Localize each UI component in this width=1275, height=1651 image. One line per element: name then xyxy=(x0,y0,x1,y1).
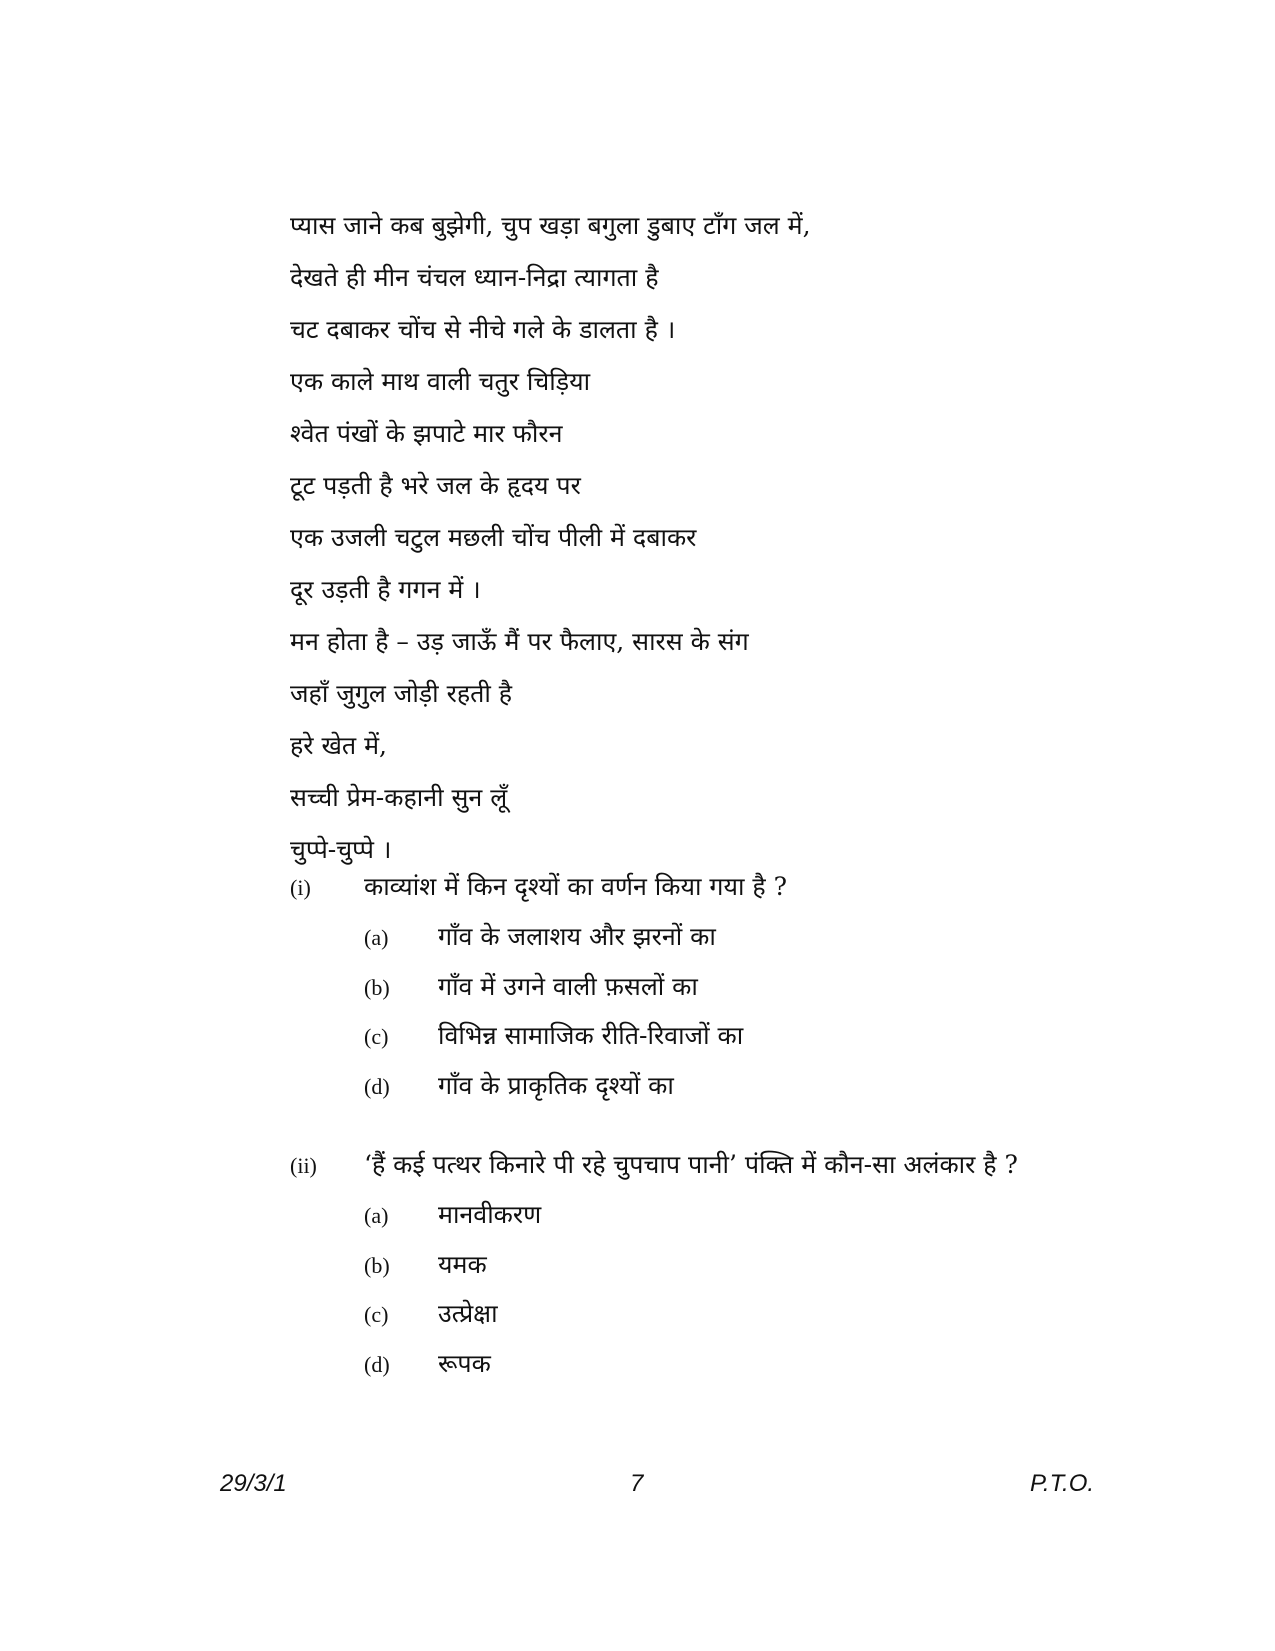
poem-line: चट दबाकर चोंच से नीचे गले के डालता है । xyxy=(290,315,676,344)
option-text: मानवीकरण xyxy=(438,1200,542,1229)
option-key: (b) xyxy=(364,974,390,1000)
question-header xyxy=(290,862,1190,912)
options-list xyxy=(290,1190,1190,1388)
poem-line: जहाँ जुगुल जोड़ी रहती है xyxy=(290,679,513,708)
poem-line: श्वेत पंखों के झपाटे मार फौरन xyxy=(290,419,563,448)
option-a[interactable] xyxy=(364,912,1190,962)
option-d[interactable] xyxy=(364,1339,1190,1389)
option-d[interactable] xyxy=(364,1061,1190,1111)
poem-line: टूट पड़ती है भरे जल के हृदय पर xyxy=(290,471,581,500)
option-text: गाँव के जलाशय और झरनों का xyxy=(438,922,716,951)
poem-line: प्यास जाने कब बुझेगी, चुप खड़ा बगुला डुबाए टाँग जल में, xyxy=(290,211,811,240)
option-key: (d) xyxy=(364,1351,390,1377)
pto-label: P.T.O. xyxy=(1030,1470,1095,1497)
question-2 xyxy=(290,1140,1190,1388)
question-text: काव्यांश में किन दृश्यों का वर्णन किया गया है ? xyxy=(364,872,788,901)
option-c[interactable] xyxy=(364,1289,1190,1339)
option-text: उत्प्रेक्षा xyxy=(438,1299,498,1328)
poem-passage xyxy=(290,200,1110,876)
poem-line: हरे खेत में, xyxy=(290,731,387,760)
option-text: रूपक xyxy=(438,1348,491,1378)
page-number: 7 xyxy=(630,1470,644,1497)
option-text: विभिन्न सामाजिक रीति-रिवाजों का xyxy=(438,1021,744,1050)
question-number: (i) xyxy=(290,875,311,900)
option-text: यमक xyxy=(438,1249,487,1279)
option-key: (a) xyxy=(364,925,389,950)
option-b[interactable] xyxy=(364,962,1190,1012)
option-key: (c) xyxy=(364,1302,389,1327)
question-header xyxy=(290,1140,1190,1190)
poem-line: मन होता है – उड़ जाऊँ मैं पर फैलाए, सारस के संग xyxy=(290,627,749,656)
poem-line: चुप्पे-चुप्पे । xyxy=(290,835,392,864)
question-1 xyxy=(290,862,1190,1110)
option-c[interactable] xyxy=(364,1011,1190,1061)
option-key: (d) xyxy=(364,1073,390,1099)
option-text: गाँव में उगने वाली फ़सलों का xyxy=(438,971,698,1001)
poem-line: एक उजली चटुल मछली चोंच पीली में दबाकर xyxy=(290,523,697,552)
poem-line: सच्ची प्रेम-कहानी सुन लूँ xyxy=(290,783,508,812)
option-key: (b) xyxy=(364,1252,390,1278)
option-b[interactable] xyxy=(364,1240,1190,1290)
question-number: (ii) xyxy=(290,1153,317,1178)
poem-line: एक काले माथ वाली चतुर चिड़िया xyxy=(290,367,591,396)
option-text: गाँव के प्राकृतिक दृश्यों का xyxy=(438,1070,674,1100)
question-text: ‘हैं कई पत्थर किनारे पी रहे चुपचाप पानी’ पंक्ति में कौन-सा अलंकार है ? xyxy=(364,1150,1018,1179)
paper-code: 29/3/1 xyxy=(220,1470,287,1497)
options-list xyxy=(290,912,1190,1110)
option-key: (c) xyxy=(364,1024,389,1049)
option-key: (a) xyxy=(364,1203,389,1228)
poem-line: देखते ही मीन चंचल ध्यान-निद्रा त्यागता है xyxy=(290,263,659,292)
option-a[interactable] xyxy=(364,1190,1190,1240)
poem-line: दूर उड़ती है गगन में । xyxy=(290,575,481,604)
